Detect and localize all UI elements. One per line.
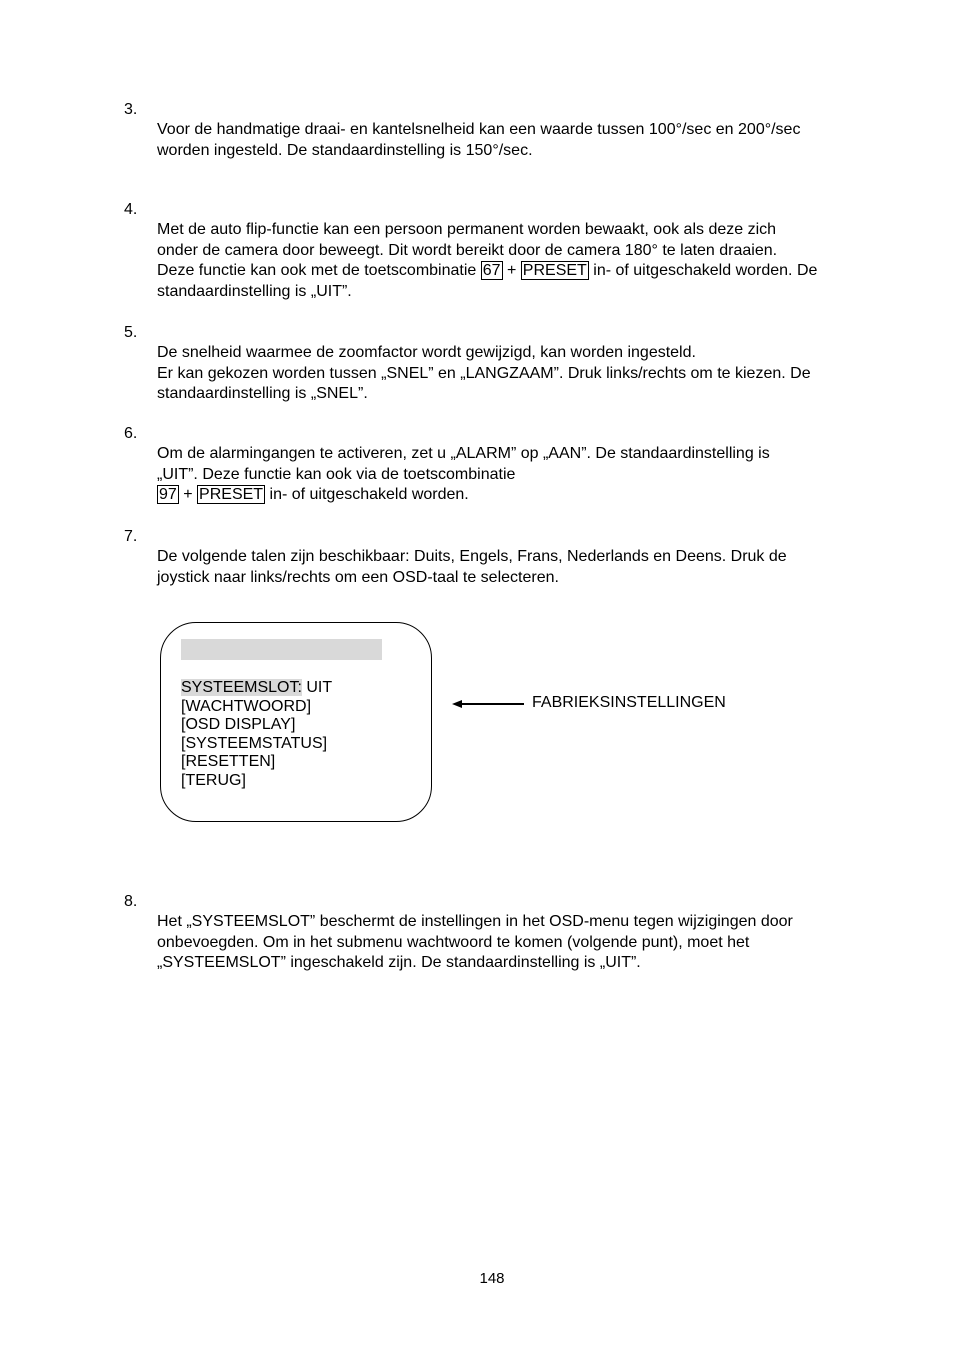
osd-title-bar (181, 639, 382, 660)
text-line: De volgende talen zijn beschikbaar: Duits, Engels, Frans, Nederlands en Deens. Druk de (157, 548, 787, 565)
arrow-left-icon (452, 697, 524, 711)
text-line: onbevoegden. Om in het submenu wachtwoord te komen (volgende punt), moet het (157, 933, 750, 951)
plus-sign: + (507, 262, 517, 279)
section-number-6: 6. (124, 425, 138, 442)
osd-item: [SYSTEEMSTATUS] (181, 734, 328, 752)
text-line: „UIT”. Deze functie kan ook via de toetscombinatie (157, 465, 516, 483)
callout-label: FABRIEKSINSTELLINGEN (532, 694, 726, 711)
osd-selected-label: SYSTEEMSLOT: (181, 679, 302, 696)
text-line: Het „SYSTEEMSLOT” beschermt de instellingen in het OSD-menu tegen wijzigingen door (157, 913, 793, 930)
text-line: standaardinstelling is „UIT”. (157, 282, 352, 300)
text-fragment: Deze functie kan ook met de toetscombinatie (157, 262, 477, 279)
text-line: Om de alarmingangen te activeren, zet u „ALARM” op „AAN”. De standaardinstelling is (157, 445, 770, 462)
text-fragment: in- of uitgeschakeld worden. (269, 486, 469, 503)
text-line-with-keys (157, 485, 897, 506)
osd-selected-value: UIT (306, 679, 333, 696)
osd-item-systeemslot (181, 679, 332, 698)
text-line: standaardinstelling is „SNEL”. (157, 385, 368, 402)
osd-item: [TERUG] (181, 771, 246, 789)
section-number-4: 4. (124, 201, 138, 218)
section-number-5: 5. (124, 324, 138, 341)
section-number-7: 7. (124, 528, 138, 545)
text-line: „SYSTEEMSLOT” ingeschakeld zijn. De standaardinstelling is „UIT”. (157, 954, 641, 971)
section-7-text (157, 547, 897, 588)
section-number-3: 3. (124, 101, 138, 118)
text-line-with-keys (157, 261, 897, 282)
text-line: Voor de handmatige draai- en kantelsnelheid kan een waarde tussen 100°/sec en 200°/sec (157, 121, 801, 138)
key-97: 97 (159, 486, 177, 503)
section-4-text (157, 220, 897, 302)
section-8-text (157, 912, 897, 974)
text-line: joystick naar links/rechts om een OSD-taal te selecteren. (157, 568, 559, 586)
page-number: 148 (479, 1270, 505, 1287)
osd-item: [RESETTEN] (181, 753, 276, 770)
key-67: 67 (482, 262, 501, 279)
section-3-text (157, 120, 897, 161)
section-number-8: 8. (124, 893, 138, 910)
text-line: onder de camera door beweegt. Dit wordt bereikt door de camera 180° te laten draaien. (157, 241, 778, 259)
key-preset: PRESET (199, 486, 264, 503)
key-preset: PRESET (522, 262, 587, 279)
text-line: De snelheid waarmee de zoomfactor wordt gewijzigd, kan worden ingesteld. (157, 344, 696, 361)
osd-item: [WACHTWOORD] (181, 697, 312, 715)
osd-item: [OSD DISPLAY] (181, 716, 296, 733)
text-line: worden ingesteld. De standaardinstelling is 150°/sec. (157, 141, 533, 159)
section-6-text (157, 444, 897, 506)
text-fragment: in- of uitgeschakeld worden. De (593, 262, 818, 279)
osd-menu-screen (160, 622, 432, 822)
text-line: Er kan gekozen worden tussen „SNEL” en „LANGZAAM”. Druk links/rechts om te kiezen. De (157, 364, 811, 382)
text-line: Met de auto flip-functie kan een persoon permanent worden bewaakt, ook als deze zich (157, 221, 777, 238)
plus-sign: + (183, 486, 193, 503)
section-5-text (157, 343, 897, 405)
osd-menu-list (181, 679, 332, 790)
